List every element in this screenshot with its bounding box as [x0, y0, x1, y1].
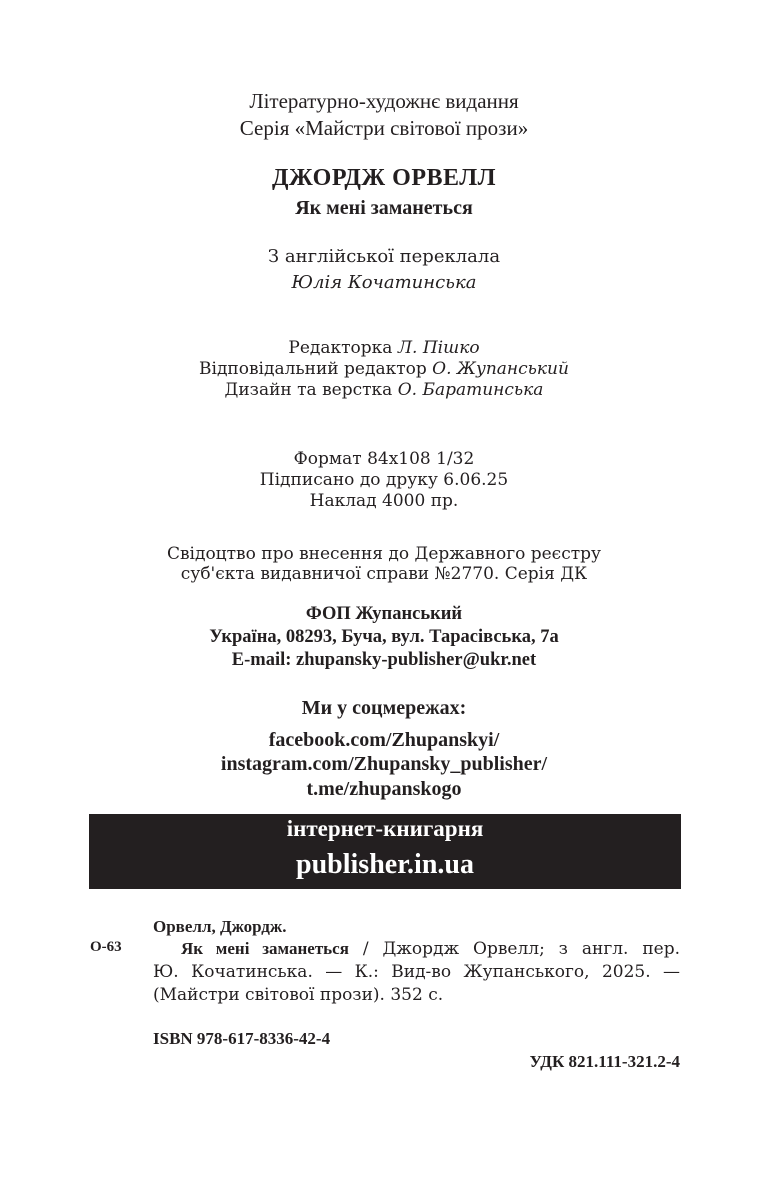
responsible-editor-name: О. Жупанський [432, 359, 569, 379]
edition-type: Літературно-художнє видання [249, 89, 519, 113]
bookstore-banner [89, 814, 681, 889]
facebook-link[interactable]: facebook.com/Zhupanskyi/ [268, 729, 500, 751]
biblio-line-3: (Майстри світової прози). 352 с. [153, 985, 444, 1005]
translated-by-label: З англійської переклала [267, 246, 501, 267]
responsible-editor-label: Відповідальний редактор [199, 359, 427, 379]
print-circulation: Наклад 4000 пр. [309, 491, 459, 511]
udk: УДК 821.111-321.2-4 [529, 1052, 680, 1071]
biblio-line-1 [153, 939, 680, 959]
translator-name: Юлія Кочатинська [291, 272, 477, 293]
registry-line-1: Свідоцтво про внесення до Державного реєстру [166, 544, 602, 564]
publisher-address: Україна, 08293, Буча, вул. Тарасівська, 7а [209, 627, 559, 647]
print-format: Формат 84x108 1/32 [293, 449, 475, 469]
book-author: ДЖОРДЖ ОРВЕЛЛ [272, 165, 496, 191]
design-label: Дизайн та верстка [224, 380, 393, 400]
isbn: ISBN 978-617-8336-42-4 [153, 1029, 331, 1048]
editor-credit [0, 338, 768, 358]
bookstore-label: інтернет-книгарня [286, 816, 484, 841]
telegram-link[interactable]: t.me/zhupanskogo [306, 778, 462, 800]
biblio-code: О-63 [90, 939, 122, 955]
editor-name: Л. Пішко [397, 338, 480, 358]
publisher-email: E-mail: zhupansky-publisher@ukr.net [231, 650, 537, 670]
series-name: Серія «Майстри світової прози» [239, 116, 529, 140]
editor-label: Редакторка [288, 338, 393, 358]
registry-line-2: суб'єкта видавничої справи №2770. Серія ДК [180, 564, 588, 584]
biblio-line-1-rest: / Джордж Орвелл; з англ. пер. [348, 939, 680, 959]
publisher-name: ФОП Жупанський [305, 604, 463, 624]
design-credit [0, 380, 768, 400]
social-heading: Ми у соцмережах: [301, 697, 467, 719]
biblio-author: Орвелл, Джордж. [153, 917, 287, 936]
print-signed: Підписано до друку 6.06.25 [259, 470, 509, 490]
biblio-title: Як мені заманеться [181, 939, 349, 958]
designer-name: О. Баратинська [397, 380, 544, 400]
bookstore-url[interactable]: publisher.in.ua [296, 849, 474, 880]
responsible-editor-credit [0, 359, 768, 379]
instagram-link[interactable]: instagram.com/Zhupansky_publisher/ [220, 753, 548, 775]
book-title: Як мені заманеться [295, 197, 473, 219]
biblio-line-2: Ю. Кочатинська. — К.: Вид-во Жупанського, 2025. — [153, 962, 680, 982]
